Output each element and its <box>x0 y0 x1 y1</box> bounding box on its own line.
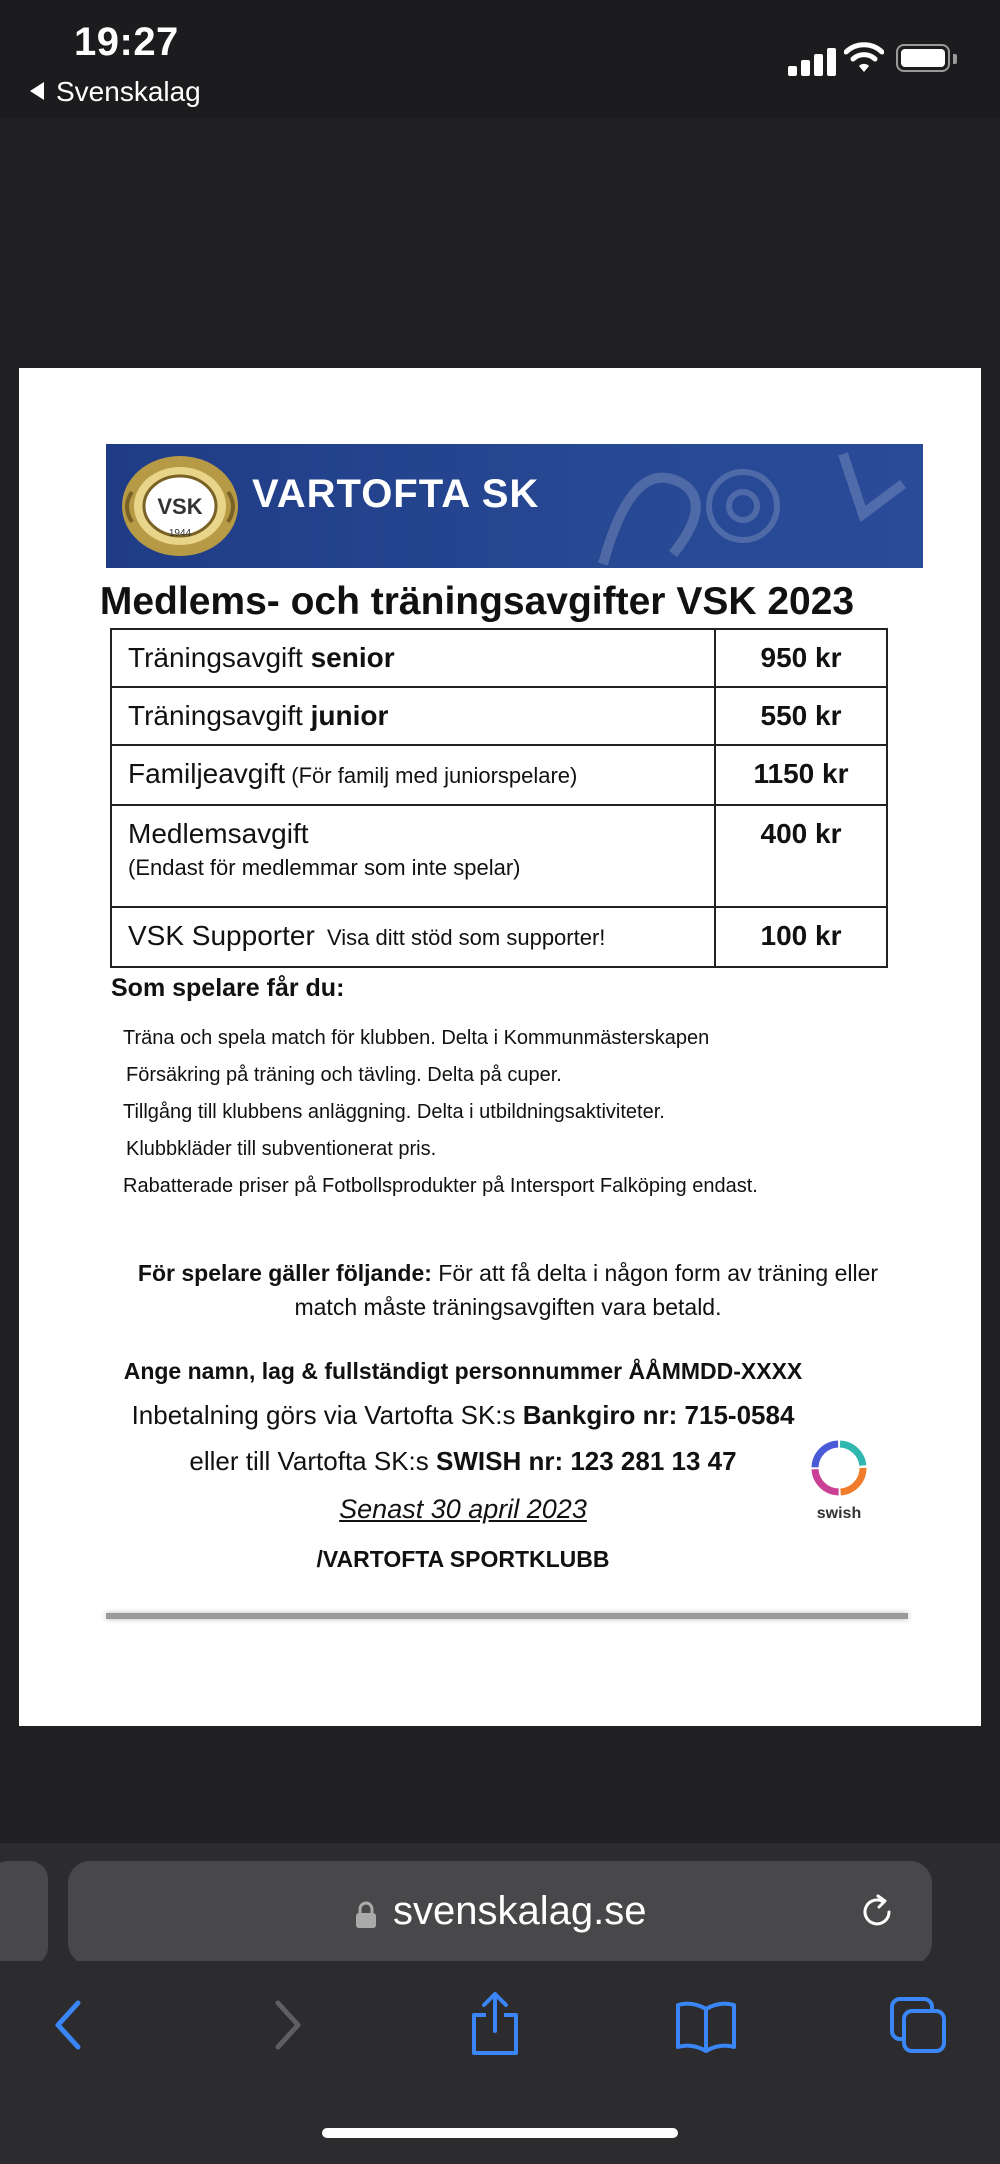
lock-icon <box>355 1901 377 1929</box>
back-to-app-link[interactable] <box>30 76 201 108</box>
club-crest-icon <box>118 452 242 560</box>
fee-label: Träningsavgift senior <box>111 629 715 687</box>
perks-list <box>123 1020 758 1205</box>
club-banner <box>106 444 923 568</box>
url-text: svenskalag.se <box>393 1889 647 1933</box>
fee-price: 550 kr <box>715 687 887 745</box>
list-item: Klubbkläder till subventionerat pris. <box>126 1138 437 1160</box>
crest-year: 1944 <box>168 528 192 539</box>
list-item: Träna och spela match för klubben. Delta i Kommunmästerskapen <box>123 1027 710 1049</box>
address-bar-area <box>0 1843 1000 1961</box>
signature: /VARTOFTA SPORTKLUBB <box>316 1546 610 1572</box>
fee-price: 1150 kr <box>715 745 887 805</box>
fees-table <box>110 628 888 968</box>
tabs-icon[interactable] <box>888 1995 950 2055</box>
previous-tab-preview[interactable] <box>0 1861 48 1965</box>
deadline: Senast 30 april 2023 <box>339 1494 587 1524</box>
table-row <box>111 805 887 907</box>
list-item: Tillgång till klubbens anläggning. Delta i utbildningsaktiviteter. <box>123 1101 665 1123</box>
back-app-label: Svenskalag <box>56 76 201 107</box>
battery-icon <box>896 44 950 72</box>
list-item: Försäkring på träning och tävling. Delta på cuper. <box>126 1064 562 1086</box>
banner-watermark-icon <box>563 444 923 568</box>
players-requirement-note: För spelare gäller följande: För att få delta i någon form av träning eller match måste träningsavgiften vara betald. <box>137 1260 879 1320</box>
bankgiro-line: Inbetalning görs via Vartofta SK:s Bankgiro nr: 715-0584 <box>131 1400 795 1430</box>
swish-line: eller till Vartofta SK:s SWISH nr: 123 281 13 47 <box>189 1446 737 1476</box>
fee-price: 950 kr <box>715 629 887 687</box>
signal-icon <box>788 46 836 76</box>
bookmarks-icon[interactable] <box>674 1999 738 2053</box>
fee-label: Medlemsavgift (Endast för medlemmar som inte spelar) <box>111 805 715 907</box>
poster-heading: Medlems- och träningsavgifter VSK 2023 <box>99 580 855 623</box>
back-triangle-icon <box>30 82 44 100</box>
table-row <box>111 907 887 967</box>
table-row <box>111 687 887 745</box>
perks-title: Som spelare får du: <box>111 974 345 1002</box>
table-row <box>111 629 887 687</box>
web-content <box>0 118 1000 1843</box>
back-icon[interactable] <box>50 1997 90 2053</box>
club-name: VARTOFTA SK <box>252 472 540 516</box>
divider <box>106 1613 908 1619</box>
swish-logo-icon <box>804 1438 874 1523</box>
reload-icon[interactable] <box>856 1891 898 1933</box>
table-row <box>111 745 887 805</box>
list-item: Rabatterade priser på Fotbollsprodukter på Intersport Falköping endast. <box>123 1175 758 1197</box>
home-indicator[interactable] <box>322 2128 678 2138</box>
fee-price: 100 kr <box>715 907 887 967</box>
wifi-icon <box>844 40 884 74</box>
fee-label: Träningsavgift junior <box>111 687 715 745</box>
id-instruction: Ange namn, lag & fullständigt personnummer ÅÅMMDD-XXXX <box>123 1358 803 1384</box>
status-time: 19:27 <box>74 20 179 64</box>
fee-price: 400 kr <box>715 805 887 907</box>
crest-text: VSK <box>157 494 203 519</box>
swish-logo-text: swish <box>816 1505 862 1522</box>
forward-icon[interactable] <box>266 1997 306 2053</box>
fee-label: Familjeavgift (För familj med juniorspelare) <box>111 745 715 805</box>
fee-label: VSK Supporter Visa ditt stöd som supporter! <box>111 907 715 967</box>
status-bar <box>0 0 1000 118</box>
fee-poster-image <box>19 368 981 1726</box>
share-icon[interactable] <box>468 1991 522 2057</box>
address-bar[interactable] <box>68 1861 932 1965</box>
